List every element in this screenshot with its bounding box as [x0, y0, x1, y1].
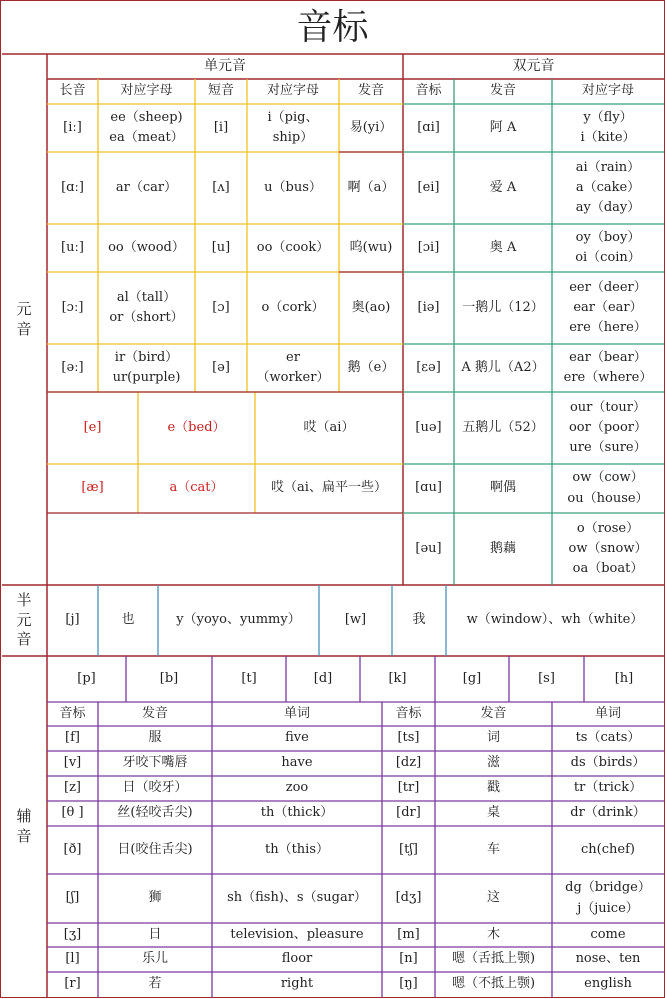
phonetic-symbol: [uː]	[61, 239, 84, 255]
phonetic-symbol: [ɔː]	[61, 299, 84, 315]
phonetic-symbol: [ð]	[63, 841, 82, 857]
di-cell: 啊偶	[489, 480, 516, 496]
mono-cell: i（pig、 ship）	[267, 109, 319, 145]
mono-cell: o（cork）	[261, 299, 325, 315]
phonetic-symbol: [uə]	[415, 419, 442, 435]
mono-header: 长音	[59, 83, 86, 99]
cons-cell: five	[285, 730, 309, 746]
mono-cell: 哎（ai）	[303, 419, 355, 435]
phonetic-symbol: [e]	[83, 419, 102, 435]
mono-cell: 啊（a）	[347, 179, 395, 195]
heading-diphthong: 双元音	[512, 57, 555, 74]
mono-cell: oo（wood）	[108, 239, 185, 255]
di-cell: 爱 A	[489, 179, 517, 195]
phonetic-symbol: [w]	[344, 612, 367, 628]
mono-cell: 鹅（e）	[347, 359, 395, 375]
cons-cell: 牙咬下嘴唇	[122, 755, 188, 771]
cons-cell: 这	[486, 890, 500, 906]
mono-header: 短音	[207, 83, 234, 99]
semi-cell: 我	[412, 612, 426, 628]
phonetic-symbol: [i]	[213, 119, 229, 135]
cons-cell: 桌	[486, 805, 500, 821]
phonetic-symbol: [əu]	[415, 540, 442, 556]
mono-header: 对应字母	[120, 83, 173, 99]
phonetic-symbol: [ʃ]	[65, 890, 80, 906]
di-cell: ear（bear） ere（where）	[563, 349, 653, 385]
phonetic-symbol: [u]	[211, 239, 231, 255]
mono-header: 发音	[357, 83, 384, 99]
cons-cell: 滋	[486, 755, 500, 771]
mono-cell: ee（sheep) ea（meat）	[109, 109, 184, 145]
section-label-consonant: 辅 音	[16, 807, 32, 845]
cons-cell: zoo	[285, 780, 309, 796]
cons-cell: ts（cats）	[575, 730, 641, 746]
cons-cell: dg（bridge） j（juice）	[565, 880, 651, 916]
cons-cell: 狮	[148, 890, 162, 906]
di-cell: 鹅藕	[489, 540, 516, 556]
phonetic-symbol: [s]	[538, 670, 555, 686]
cons-cell: th（this）	[264, 841, 330, 857]
cons-cell: right	[280, 976, 314, 992]
phonetic-symbol: [ɔi]	[417, 239, 440, 255]
di-cell: 奥 A	[489, 239, 517, 255]
di-cell: eer（deer） ear（ear） ere（here）	[569, 279, 647, 336]
phonetic-symbol: [f]	[65, 730, 80, 746]
di-cell: 阿 A	[489, 119, 517, 135]
phonetic-symbol: [t]	[241, 670, 257, 686]
cons-cell: dr（drink）	[570, 805, 646, 821]
cons-cell: television、pleasure	[230, 926, 364, 942]
di-cell: our（tour） oor（poor） ure（sure）	[568, 399, 648, 456]
di-cell: o（rose） ow（snow） oa（boat）	[568, 520, 648, 577]
cons-header: 音标	[59, 705, 86, 721]
phonetic-symbol: [ŋ]	[399, 976, 418, 992]
semi-cell: y（yoyo、yummy）	[176, 612, 301, 628]
mono-cell: e（bed）	[167, 419, 226, 435]
di-cell: ai（rain） a（cake） ay（day）	[575, 159, 641, 216]
cons-cell: nose、ten	[575, 951, 641, 967]
semi-cell: w（window）、wh（white）	[466, 612, 644, 628]
cons-cell: ch(chef)	[581, 841, 635, 857]
mono-cell: ar（car）	[115, 179, 178, 195]
cons-cell: th（thick）	[260, 805, 334, 821]
heading-monophthong: 单元音	[204, 57, 246, 74]
cons-cell: 乐儿	[141, 951, 168, 967]
phonetic-symbol: [g]	[462, 670, 482, 686]
cons-cell: 日(咬住舌尖)	[117, 841, 193, 857]
semi-cell: 也	[121, 612, 135, 628]
cons-cell: 日	[148, 926, 162, 942]
phonetic-symbol: [ʌ]	[212, 179, 230, 195]
phonetic-symbol: [d]	[313, 670, 333, 686]
mono-cell: er （worker）	[256, 349, 330, 385]
mono-cell: u（bus）	[264, 179, 322, 195]
phonetic-symbol: [ei]	[417, 179, 440, 195]
di-header: 发音	[489, 83, 516, 99]
cons-cell: ds（birds）	[570, 755, 646, 771]
phonetic-symbol: [ə]	[212, 359, 230, 375]
cons-cell: have	[281, 755, 313, 771]
cons-header: 发音	[480, 705, 507, 721]
phonetic-symbol: [ʒ]	[63, 926, 82, 942]
cons-cell: 服	[148, 730, 162, 746]
cons-cell: english	[584, 976, 632, 992]
phonetic-symbol: [iə]	[417, 299, 440, 315]
cons-header: 单词	[594, 705, 621, 721]
cons-cell: tr（trick）	[573, 780, 643, 796]
mono-cell: oo（cook）	[256, 239, 330, 255]
di-cell: A 鹅儿（A2）	[461, 359, 545, 375]
di-header: 音标	[415, 83, 442, 99]
phonetic-symbol: [v]	[63, 755, 82, 771]
mono-cell: 哎（ai、扁平一些）	[271, 480, 387, 496]
cons-cell: come	[590, 926, 626, 942]
di-cell: ow（cow） ou（house）	[567, 470, 649, 506]
cons-cell: 木	[486, 926, 500, 942]
cons-cell: 戳	[486, 780, 500, 796]
mono-header: 对应字母	[266, 83, 319, 99]
phonetic-symbol: [j]	[65, 612, 80, 628]
cons-cell: sh（fish)、s（sugar）	[227, 890, 367, 906]
mono-cell: 呜(wu)	[349, 239, 393, 255]
cons-cell: 日（咬牙）	[122, 780, 188, 796]
phonetic-symbol: [ts]	[397, 730, 420, 746]
phonetic-symbol: [dʒ]	[395, 890, 422, 906]
cons-cell: 词	[486, 730, 500, 746]
mono-cell: ir（bird） ur(purple)	[112, 349, 181, 385]
mono-cell: a（cat）	[169, 480, 224, 496]
mono-cell: al（tall） or（short）	[109, 289, 184, 325]
phonetic-symbol: [r]	[64, 976, 81, 992]
phonetic-symbol: [ɑi]	[417, 119, 440, 135]
phonetic-symbol: [l]	[65, 951, 80, 967]
di-cell: 一鹅儿（12）	[462, 299, 544, 315]
phonetic-symbol: [z]	[64, 780, 81, 796]
di-cell: oy（boy） oi（coin）	[575, 229, 641, 265]
cons-cell: 丝(轻咬舌尖)	[117, 805, 193, 821]
phonetic-symbol: [θ ]	[61, 805, 84, 821]
cons-cell: 嗯（舌抵上颚)	[451, 951, 536, 967]
phonetic-symbol: [əː]	[61, 359, 84, 375]
phonetic-symbol: [p]	[77, 670, 96, 686]
section-label-semivowel: 半 元 音	[16, 591, 32, 649]
cons-cell: 嗯（不抵上颚)	[451, 976, 536, 992]
di-cell: 五鹅儿（52）	[462, 419, 544, 435]
phonetic-symbol: [dr]	[396, 805, 421, 821]
phonetic-symbol: [n]	[399, 951, 418, 967]
phonetic-symbol: [æ]	[81, 480, 104, 496]
cons-cell: 若	[148, 976, 162, 992]
phonetic-symbol: [tr]	[397, 780, 420, 796]
phonetic-symbol: [b]	[159, 670, 179, 686]
cons-header: 音标	[395, 705, 422, 721]
phonetic-symbol: [dz]	[395, 755, 422, 771]
cons-header: 单词	[283, 705, 310, 721]
phonetic-symbol: [εə]	[416, 359, 441, 375]
phonetic-symbol: [k]	[388, 670, 407, 686]
di-cell: y（fly） i（kite）	[580, 109, 636, 145]
phonetic-symbol: [tʃ]	[399, 841, 418, 857]
phonetic-symbol: [iː]	[63, 119, 82, 135]
phonetic-symbol: [m]	[397, 926, 420, 942]
phonetic-symbol: [ɔ]	[212, 299, 230, 315]
phonetic-symbol: [ɑu]	[415, 480, 442, 496]
mono-cell: 奥(ao)	[351, 299, 391, 315]
phonetic-symbol: [h]	[614, 670, 634, 686]
section-label-vowel: 元 音	[16, 300, 32, 338]
mono-cell: 易(yi）	[349, 119, 393, 135]
page-title: 音标	[296, 6, 369, 48]
cons-header: 发音	[141, 705, 168, 721]
di-header: 对应字母	[581, 83, 634, 99]
cons-cell: 车	[486, 841, 500, 857]
phonetic-symbol: [ɑː]	[61, 179, 84, 195]
cons-cell: floor	[281, 951, 313, 967]
